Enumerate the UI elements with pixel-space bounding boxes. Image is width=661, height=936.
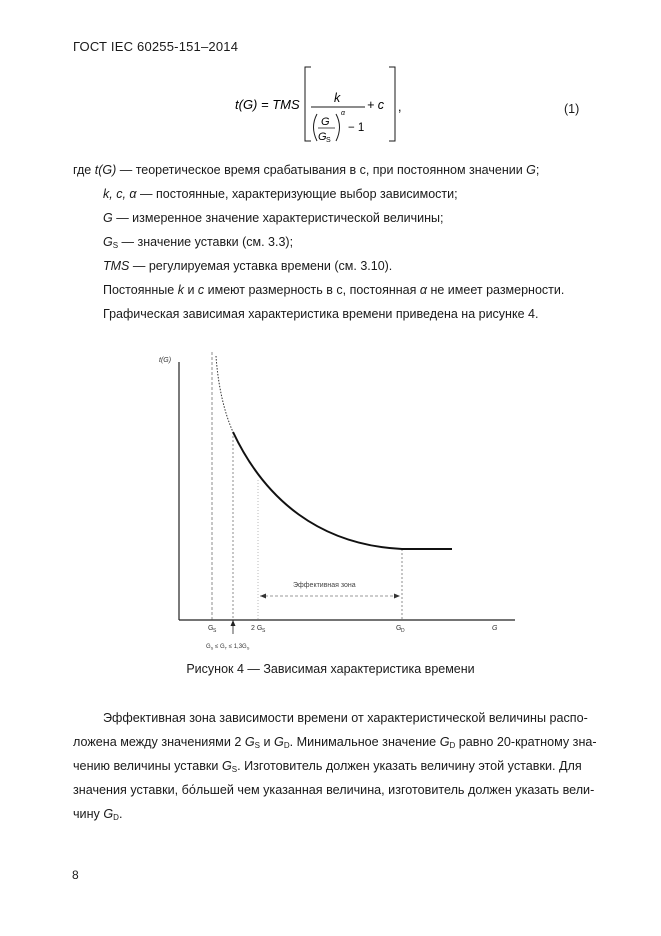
left-paren — [314, 114, 318, 141]
formula-lhs: t(G) = TMS — [235, 97, 300, 112]
definition-tms: TMS — регулируемая уставка времени (см. 3.10). — [103, 259, 393, 273]
constants-note: Постоянные k и c имеют размерность в с, постоянная α не имеет размерности. — [103, 283, 565, 297]
formula-gs: G — [318, 131, 327, 143]
effective-zone-label: Эффективная зона — [293, 582, 356, 589]
left-bracket — [305, 67, 311, 141]
right-bracket — [389, 67, 395, 141]
formula-exponent: α — [341, 110, 345, 117]
arrow-head-right — [394, 594, 400, 599]
paragraph-line-4: значения уставки, бо́льшей чем указанная величина, изготовитель должен указать вели- — [73, 783, 595, 797]
formula-g: G — [321, 116, 330, 128]
tick-gd-sub: D — [401, 628, 405, 634]
figure-4 — [150, 345, 530, 655]
paragraph-line-2: ложена между значениями 2 $G_S$ и $G_D$. Минимальное значение $G_D$ равно 20-кратному зна- — [73, 735, 597, 750]
definition-g: G — измеренное значение характеристической величины; — [103, 211, 444, 225]
formula-gs-sub: S — [326, 137, 331, 144]
definition-constants: k, c, α — постоянные, характеризующие выбор зависимости; — [103, 187, 458, 201]
tick-2gs-sub: S — [262, 628, 266, 634]
definition-tg: где t(G) — теоретическое время срабатывания в с, при постоянном значении G; — [73, 163, 540, 177]
formula-plus-c: + c — [367, 98, 385, 112]
paragraph-line-5: чину $G_D$. — [73, 807, 123, 822]
gt-range-label: $G_S \le G_T \le 1,3G_S$ — [206, 644, 250, 651]
equation-number: (1) — [564, 102, 580, 116]
definition-gs: $G_S$ — значение уставки (см. 3.3); — [103, 235, 294, 250]
formula-comma: , — [398, 100, 402, 114]
y-axis-label: t(G) — [159, 357, 172, 364]
figure-caption: Рисунок 4 — Зависимая характеристика времени — [186, 662, 475, 676]
tick-gs-sub: S — [213, 628, 217, 634]
document-header: ГОСТ IEC 60255-151–2014 — [73, 39, 239, 54]
formula-1 — [225, 63, 585, 145]
paragraph-line-3: чению величины уставки $G_S$. Изготовитель должен указать величину этой уставки. Для — [73, 759, 582, 774]
gt-marker-arrow — [231, 620, 236, 626]
tick-gs: G — [208, 625, 214, 632]
right-paren — [336, 114, 340, 141]
curve-dotted — [216, 356, 233, 432]
tick-2gs: 2 G — [251, 625, 263, 632]
curve-solid — [233, 432, 452, 549]
paragraph-line-1: Эффективная зона зависимости времени от характеристической величины распо- — [103, 711, 588, 725]
figure-intro: Графическая зависимая характеристика времени приведена на рисунке 4. — [103, 307, 539, 321]
formula-minus-one: − 1 — [348, 122, 365, 134]
arrow-head-left — [260, 594, 266, 599]
tick-gd: G — [396, 625, 402, 632]
x-axis-label: G — [492, 625, 498, 632]
page-number: 8 — [72, 868, 79, 882]
formula-numerator: k — [334, 91, 341, 105]
